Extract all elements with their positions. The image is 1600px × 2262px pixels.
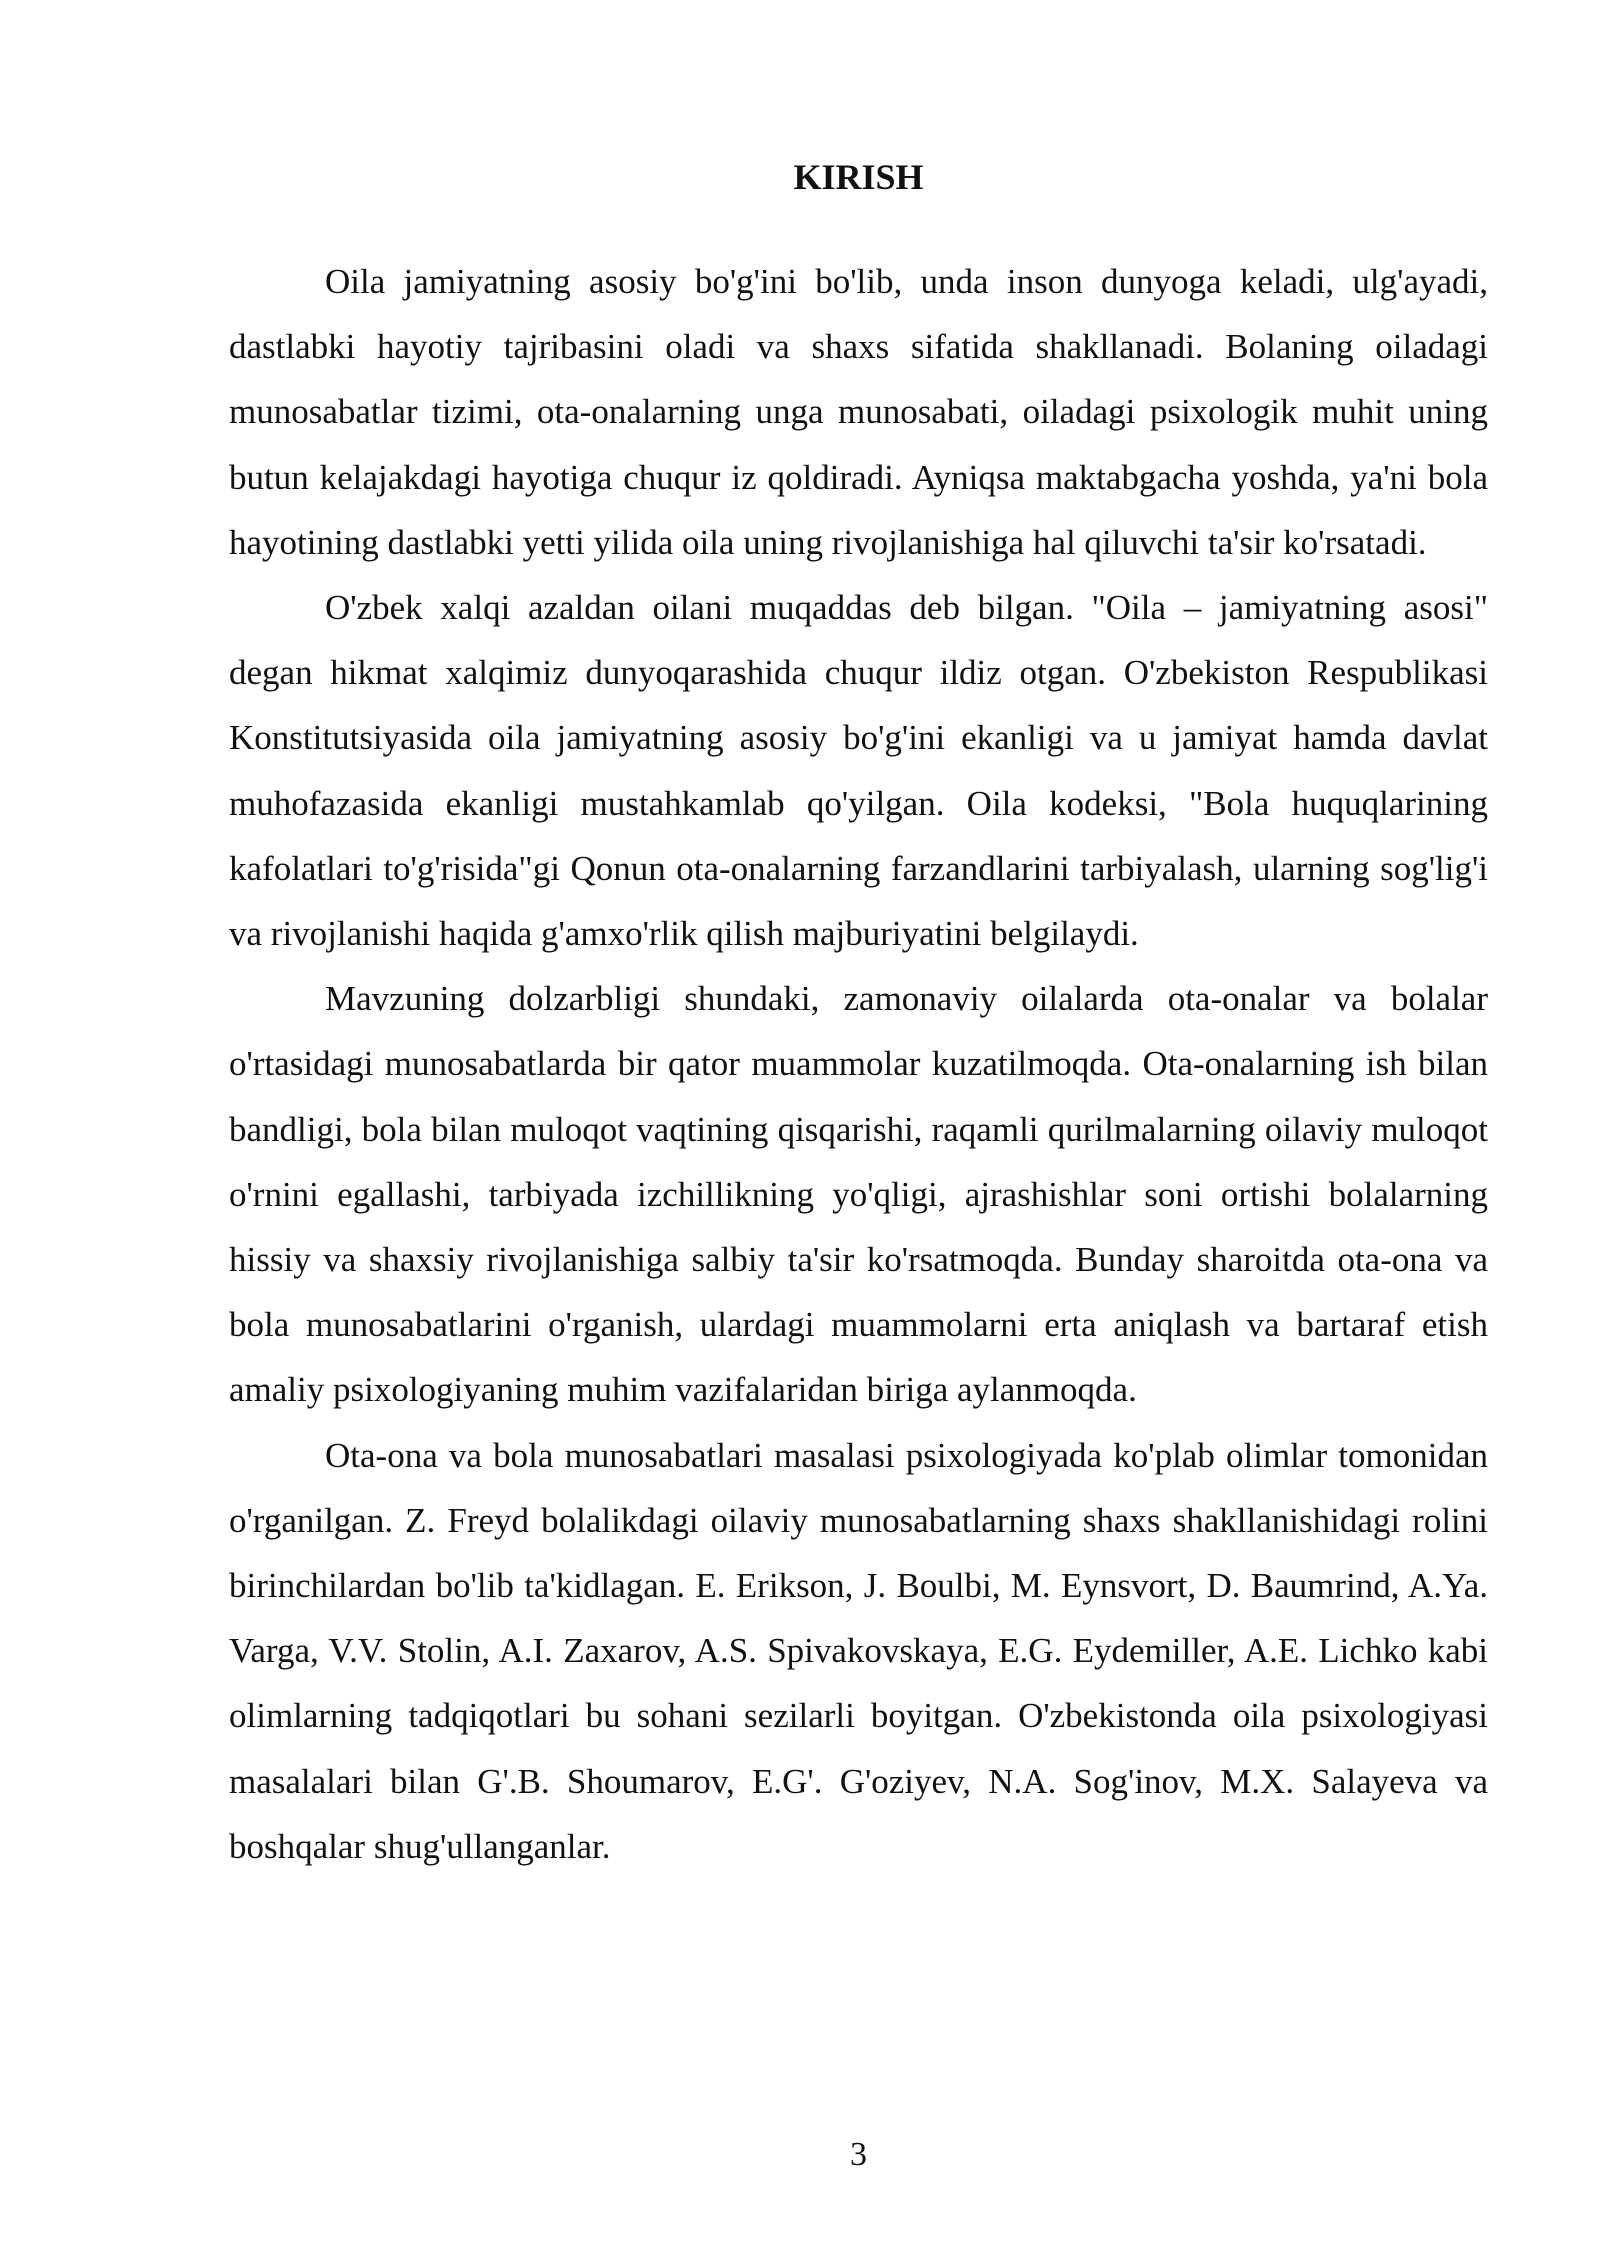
body-text bbox=[229, 249, 1488, 1879]
paragraph-3: Mavzuning dolzarbligi shundaki, zamonaviy oilalarda ota-onalar va bolalar o'rtasidagi munosabatlarda bir qator muammolar kuzatilmoqda. Ota-onalarning ish bilan bandligi, bola bilan muloqot vaqtining qisqarishi, raqamli qurilmalarning oilaviy muloqot o'rnini egallashi, tarbiyada izchillikning yo'qligi, ajrashishlar soni ortishi bolalarning hissiy va shaxsiy rivojlanishiga salbiy ta'sir ko'rsatmoqda. Bunday sharoitda ota-ona va bola munosabatlarini o'rganish, ulardagi muammolarni erta aniqlash va bartaraf etish amaliy psixologiyaning muhim vazifalaridan biriga aylanmoqda. bbox=[229, 979, 1488, 1410]
section-heading: KIRISH bbox=[793, 157, 924, 197]
paragraph-1: Oila jamiyatning asosiy bo'g'ini bo'lib, unda inson dunyoga keladi, ulg'ayadi, dastlabki hayotiy tajribasini oladi va shaxs sifatida shakllanadi. Bolaning oiladagi munosabatlar tizimi, ota-onalarning unga munosabati, oiladagi psixologik muhit uning butun kelajakdagi hayotiga chuqur iz qoldiradi. Ayniqsa maktabgacha yoshda, ya'ni bola hayotining dastlabki yetti yilida oila uning rivojlanishiga hal qiluvchi ta'sir ko'rsatadi. bbox=[229, 262, 1488, 562]
paragraph-4: Ota-ona va bola munosabatlari masalasi psixologiyada ko'plab olimlar tomonidan o'rganilgan. Z. Freyd bolalikdagi oilaviy munosabatlarning shaxs shakllanishidagi rolini birinchilardan bo'lib ta'kidlagan. E. Erikson, J. Boulbi, M. Eynsvort, D. Baumrind, A.Ya. Varga, V.V. Stolin, A.I. Zaxarov, A.S. Spivakovskaya, E.G. Eydemiller, A.E. Lichko kabi olimlarning tadqiqotlari bu sohani sezilarli boyitgan. O'zbekistonda oila psixologiyasi masalalari bilan G'.B. Shoumarov, E.G'. G'oziyev, N.A. Sog'inov, M.X. Salayeva va boshqalar shug'ullanganlar. bbox=[229, 1435, 1488, 1866]
document-page bbox=[229, 0, 1488, 2262]
paragraph-2: O'zbek xalqi azaldan oilani muqaddas deb bilgan. "Oila – jamiyatning asosi" degan hikmat xalqimiz dunyoqarashida chuqur ildiz otgan. O'zbekiston Respublikasi Konstitutsiyasida oila jamiyatning asosiy bo'g'ini ekanligi va u jamiyat hamda davlat muhofazasida ekanligi mustahkamlab qo'yilgan. Oila kodeksi, "Bola huquqlarining kafolatlari to'g'risida"gi Qonun ota-onalarning farzandlarini tarbiyalash, ularning sog'lig'i va rivojlanishi haqida g'amxo'rlik qilish majburiyatini belgilaydi. bbox=[229, 588, 1488, 954]
page-number: 3 bbox=[850, 2136, 867, 2173]
